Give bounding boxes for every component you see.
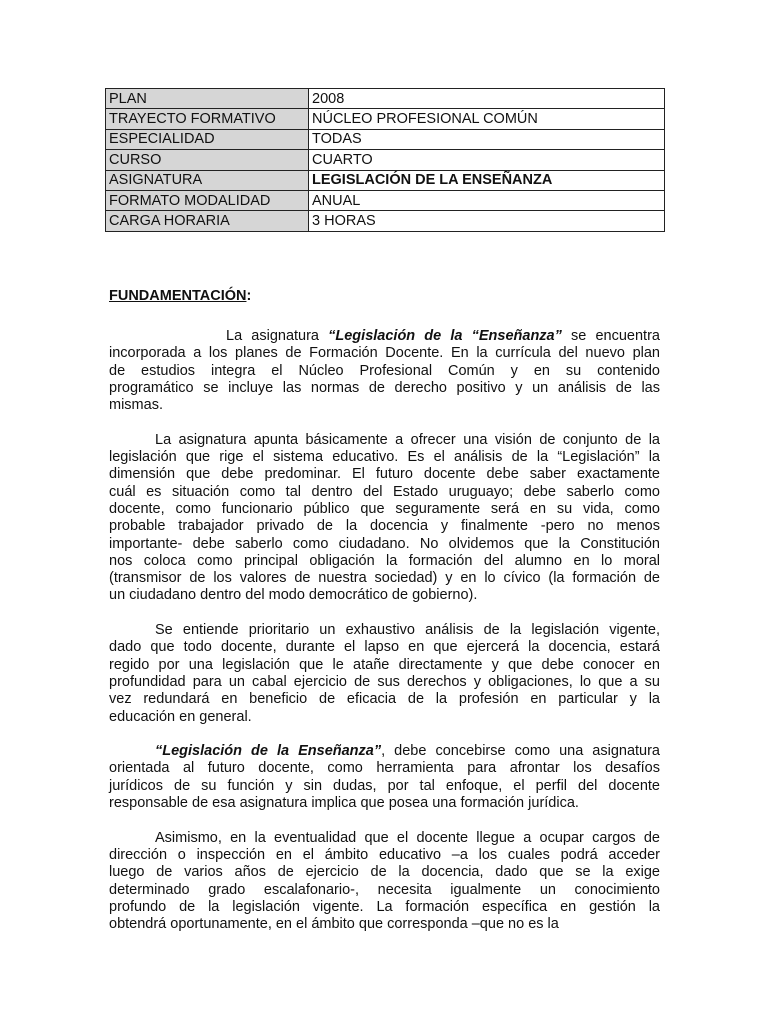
info-value: LEGISLACIÓN DE LA ENSEÑANZA	[309, 170, 665, 190]
paragraph	[109, 432, 660, 605]
paragraph-line: profundidad para un cabal ejercicio de sus derechos y obligaciones, lo que a su	[109, 673, 660, 690]
paragraph-line: Asimismo, en la eventualidad que el docente llegue a ocupar cargos de	[155, 829, 660, 846]
info-value: NÚCLEO PROFESIONAL COMÚN	[309, 109, 665, 129]
section-heading-text: FUNDAMENTACIÓN	[109, 288, 247, 304]
info-value: ANUAL	[309, 190, 665, 210]
paragraph-line: vez redundará en beneficio de eficacia de la profesión en particular y la	[109, 691, 660, 708]
paragraph-line: importante- debe saberlo como ciudadano. No olvidemos que la Constitución	[109, 535, 660, 552]
info-value: 2008	[309, 89, 665, 109]
paragraph-line: un ciudadano dentro del modo democrático de gobierno).	[109, 587, 478, 604]
table-row	[106, 190, 665, 210]
paragraph-line: incorporada a los planes de Formación Docente. En la currícula del nuevo plan	[109, 345, 660, 362]
paragraph-line: profundo de la legislación vigente. La formación específica en gestión la	[109, 898, 660, 915]
info-label: TRAYECTO FORMATIVO	[106, 109, 309, 129]
section-heading-colon: :	[246, 288, 252, 304]
paragraph-line	[109, 328, 660, 345]
info-label: PLAN	[106, 89, 309, 109]
info-value: CUARTO	[309, 150, 665, 170]
paragraph-line: mismas.	[109, 397, 163, 414]
paragraph-line: legislación que rige el sistema educativo. Es el análisis de la “Legislación” la	[109, 449, 660, 466]
info-label: CARGA HORARIA	[106, 211, 309, 231]
paragraph-line: dirección o inspección en el ámbito educativo –a los cuales podrá acceder	[109, 846, 660, 863]
info-label: FORMATO MODALIDAD	[106, 190, 309, 210]
paragraph	[109, 328, 660, 414]
body-text	[109, 328, 660, 951]
table-row	[106, 150, 665, 170]
info-label: CURSO	[106, 150, 309, 170]
section-heading	[109, 287, 251, 305]
info-label: ESPECIALIDAD	[106, 129, 309, 149]
table-row	[106, 170, 665, 190]
table-row	[106, 211, 665, 231]
paragraph	[109, 622, 660, 726]
line-text: , debe concebirse como una asignatura	[381, 743, 660, 760]
paragraph-line: Se entiende prioritario un exhaustivo análisis de la legislación vigente,	[155, 622, 660, 639]
paragraph	[109, 743, 660, 812]
paragraph-line: docente, como funcionario público que seguramente será en su vida, como	[109, 500, 660, 517]
paragraph-line: programático se incluye las normas de derecho positivo y un análisis de las	[109, 379, 660, 396]
paragraph-line: nos coloca como principal obligación la formación del alumno en lo moral	[109, 552, 660, 569]
paragraph-line: dado que todo docente, durante el lapso en que ejercerá la docencia, estará	[109, 639, 660, 656]
paragraph	[109, 830, 660, 934]
paragraph-line: determinado grado escalafonario-, necesita igualmente un conocimiento	[109, 881, 660, 898]
paragraph-line: orientada al futuro docente, como herramienta para afrontar los desafíos	[109, 760, 660, 777]
table-row	[106, 109, 665, 129]
paragraph-line: cuál es situación como tal dentro del Estado uruguayo; debe saberlo como	[109, 483, 660, 500]
paragraph-line: La asignatura apunta básicamente a ofrecer una visión de conjunto de la	[155, 431, 660, 448]
course-info-table	[105, 88, 665, 232]
line-text: se encuentra	[561, 328, 660, 344]
paragraph-line	[109, 743, 660, 760]
paragraph-line: obtendrá oportunamente, en el ámbito que corresponda –que no es la	[109, 916, 559, 933]
line-text: La asignatura	[226, 328, 329, 344]
table-row	[106, 129, 665, 149]
subject-title-emphasis: “Legislación de la “Enseñanza”	[328, 328, 562, 344]
paragraph-line: educación en general.	[109, 708, 252, 725]
paragraph-line: dimensión que debe predominar. El futuro docente debe saber exactamente	[109, 466, 660, 483]
paragraph-line: de estudios integra el Núcleo Profesional Común y en su contenido	[109, 362, 660, 379]
paragraph-line: probable trabajador privado de la docencia y finalmente -pero no menos	[109, 518, 660, 535]
subject-title-emphasis: “Legislación de la Enseñanza”	[155, 743, 382, 760]
paragraph-line: luego de varios años de ejercicio de la docencia, dado que se la exige	[109, 864, 660, 881]
info-value: 3 HORAS	[309, 211, 665, 231]
info-label: ASIGNATURA	[106, 170, 309, 190]
paragraph-line: regido por una legislación que le atañe directamente y que debe conocer en	[109, 656, 660, 673]
table-row	[106, 89, 665, 109]
paragraph-line: (transmisor de los valores de nuestra sociedad) y en lo cívico (la formación de	[109, 570, 660, 587]
info-value: TODAS	[309, 129, 665, 149]
paragraph-line: responsable de esa asignatura implica que posea una formación jurídica.	[109, 795, 579, 812]
paragraph-line: jurídicos de su función y sin dudas, por tal enfoque, el perfil del docente	[109, 777, 660, 794]
